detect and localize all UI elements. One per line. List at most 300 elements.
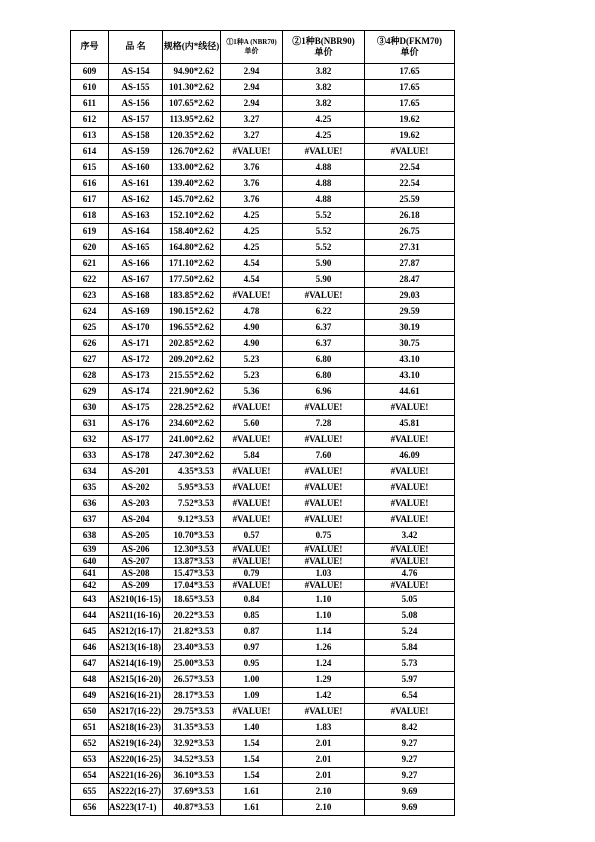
cell-price-b: 1.03 bbox=[283, 568, 365, 580]
cell-no: 620 bbox=[71, 240, 109, 256]
table-row bbox=[71, 688, 455, 704]
cell-price-a: #VALUE! bbox=[221, 512, 283, 528]
cell-name: AS-167 bbox=[109, 272, 163, 288]
cell-spec: 228.25*2.62 bbox=[163, 400, 221, 416]
cell-spec: 9.12*3.53 bbox=[163, 512, 221, 528]
cell-no: 639 bbox=[71, 544, 109, 556]
cell-spec: 7.52*3.53 bbox=[163, 496, 221, 512]
table-row bbox=[71, 160, 455, 176]
cell-no: 611 bbox=[71, 96, 109, 112]
cell-price-a: #VALUE! bbox=[221, 288, 283, 304]
header-price-b-sub: 单价 bbox=[314, 47, 333, 57]
cell-name: AS-175 bbox=[109, 400, 163, 416]
cell-name: AS222(16-27) bbox=[109, 784, 163, 800]
cell-no: 648 bbox=[71, 672, 109, 688]
cell-no: 650 bbox=[71, 704, 109, 720]
cell-price-a: #VALUE! bbox=[221, 544, 283, 556]
cell-price-b: 5.52 bbox=[283, 224, 365, 240]
cell-no: 622 bbox=[71, 272, 109, 288]
table-row bbox=[71, 128, 455, 144]
header-price-d bbox=[365, 31, 455, 64]
cell-spec: 126.70*2.62 bbox=[163, 144, 221, 160]
cell-name: AS-161 bbox=[109, 176, 163, 192]
cell-no: 626 bbox=[71, 336, 109, 352]
table-row bbox=[71, 400, 455, 416]
header-price-a-title: ①1种A (NBR70) bbox=[226, 38, 277, 47]
table-row bbox=[71, 352, 455, 368]
cell-price-b: 6.80 bbox=[283, 352, 365, 368]
cell-no: 651 bbox=[71, 720, 109, 736]
cell-spec: 202.85*2.62 bbox=[163, 336, 221, 352]
cell-price-b: 1.14 bbox=[283, 624, 365, 640]
table-row bbox=[71, 416, 455, 432]
cell-name: AS-156 bbox=[109, 96, 163, 112]
cell-spec: 241.00*2.62 bbox=[163, 432, 221, 448]
cell-price-b: 5.52 bbox=[283, 208, 365, 224]
table-row bbox=[71, 368, 455, 384]
cell-price-d: 19.62 bbox=[365, 112, 455, 128]
cell-price-b: 1.10 bbox=[283, 608, 365, 624]
cell-spec: 190.15*2.62 bbox=[163, 304, 221, 320]
cell-price-a: 3.27 bbox=[221, 128, 283, 144]
cell-price-a: 4.54 bbox=[221, 272, 283, 288]
cell-no: 655 bbox=[71, 784, 109, 800]
cell-spec: 25.00*3.53 bbox=[163, 656, 221, 672]
cell-price-d: #VALUE! bbox=[365, 480, 455, 496]
cell-price-a: 1.40 bbox=[221, 720, 283, 736]
cell-spec: 196.55*2.62 bbox=[163, 320, 221, 336]
table-row bbox=[71, 800, 455, 816]
cell-name: AS216(16-21) bbox=[109, 688, 163, 704]
header-price-b-title: ②1种B(NBR90) bbox=[292, 35, 355, 46]
cell-price-b: #VALUE! bbox=[283, 144, 365, 160]
cell-price-b: #VALUE! bbox=[283, 544, 365, 556]
cell-name: AS-177 bbox=[109, 432, 163, 448]
cell-spec: 107.65*2.62 bbox=[163, 96, 221, 112]
cell-name: AS-178 bbox=[109, 448, 163, 464]
table-row bbox=[71, 464, 455, 480]
cell-no: 646 bbox=[71, 640, 109, 656]
cell-price-a: 4.90 bbox=[221, 336, 283, 352]
cell-name: AS214(16-19) bbox=[109, 656, 163, 672]
table-row bbox=[71, 704, 455, 720]
cell-no: 628 bbox=[71, 368, 109, 384]
cell-price-a: 0.95 bbox=[221, 656, 283, 672]
cell-spec: 209.20*2.62 bbox=[163, 352, 221, 368]
cell-spec: 247.30*2.62 bbox=[163, 448, 221, 464]
cell-spec: 234.60*2.62 bbox=[163, 416, 221, 432]
table-row bbox=[71, 528, 455, 544]
cell-price-a: #VALUE! bbox=[221, 556, 283, 568]
table-row bbox=[71, 272, 455, 288]
table-row bbox=[71, 656, 455, 672]
cell-no: 615 bbox=[71, 160, 109, 176]
cell-name: AS-201 bbox=[109, 464, 163, 480]
cell-price-d: #VALUE! bbox=[365, 544, 455, 556]
cell-name: AS-202 bbox=[109, 480, 163, 496]
cell-name: AS211(16-16) bbox=[109, 608, 163, 624]
cell-name: AS-155 bbox=[109, 80, 163, 96]
cell-price-b: #VALUE! bbox=[283, 480, 365, 496]
cell-price-a: 0.79 bbox=[221, 568, 283, 580]
cell-spec: 113.95*2.62 bbox=[163, 112, 221, 128]
table-row bbox=[71, 768, 455, 784]
table-row bbox=[71, 736, 455, 752]
cell-price-a: #VALUE! bbox=[221, 580, 283, 592]
cell-price-d: 45.81 bbox=[365, 416, 455, 432]
cell-price-b: 7.60 bbox=[283, 448, 365, 464]
cell-price-a: 0.57 bbox=[221, 528, 283, 544]
cell-no: 636 bbox=[71, 496, 109, 512]
cell-price-a: 0.84 bbox=[221, 592, 283, 608]
cell-price-b: 1.24 bbox=[283, 656, 365, 672]
cell-no: 649 bbox=[71, 688, 109, 704]
cell-name: AS213(16-18) bbox=[109, 640, 163, 656]
cell-price-b: 3.82 bbox=[283, 80, 365, 96]
cell-name: AS-209 bbox=[109, 580, 163, 592]
cell-price-a: 4.90 bbox=[221, 320, 283, 336]
cell-no: 647 bbox=[71, 656, 109, 672]
cell-price-d: 9.27 bbox=[365, 736, 455, 752]
cell-price-b: 1.42 bbox=[283, 688, 365, 704]
cell-price-d: 28.47 bbox=[365, 272, 455, 288]
cell-price-d: 29.03 bbox=[365, 288, 455, 304]
cell-price-b: 6.96 bbox=[283, 384, 365, 400]
cell-price-d: 5.84 bbox=[365, 640, 455, 656]
cell-spec: 5.95*3.53 bbox=[163, 480, 221, 496]
cell-price-d: #VALUE! bbox=[365, 144, 455, 160]
cell-spec: 23.40*3.53 bbox=[163, 640, 221, 656]
cell-no: 652 bbox=[71, 736, 109, 752]
cell-no: 632 bbox=[71, 432, 109, 448]
cell-price-d: 5.97 bbox=[365, 672, 455, 688]
cell-no: 624 bbox=[71, 304, 109, 320]
cell-price-d: 9.27 bbox=[365, 752, 455, 768]
cell-spec: 21.82*3.53 bbox=[163, 624, 221, 640]
cell-price-d: 9.69 bbox=[365, 800, 455, 816]
cell-name: AS212(16-17) bbox=[109, 624, 163, 640]
cell-price-a: 2.94 bbox=[221, 80, 283, 96]
cell-price-b: 6.37 bbox=[283, 336, 365, 352]
cell-price-b: 1.83 bbox=[283, 720, 365, 736]
cell-price-b: #VALUE! bbox=[283, 464, 365, 480]
cell-spec: 215.55*2.62 bbox=[163, 368, 221, 384]
cell-price-d: 22.54 bbox=[365, 176, 455, 192]
cell-price-d: #VALUE! bbox=[365, 464, 455, 480]
cell-spec: 4.35*3.53 bbox=[163, 464, 221, 480]
table-row bbox=[71, 608, 455, 624]
cell-name: AS217(16-22) bbox=[109, 704, 163, 720]
cell-spec: 17.04*3.53 bbox=[163, 580, 221, 592]
cell-price-b: 4.88 bbox=[283, 192, 365, 208]
header-price-d-sub: 单价 bbox=[400, 47, 419, 57]
cell-price-d: 17.65 bbox=[365, 64, 455, 80]
cell-name: AS221(16-26) bbox=[109, 768, 163, 784]
cell-price-d: 5.05 bbox=[365, 592, 455, 608]
cell-price-b: 0.75 bbox=[283, 528, 365, 544]
table-row bbox=[71, 304, 455, 320]
cell-price-d: 22.54 bbox=[365, 160, 455, 176]
cell-price-a: 3.76 bbox=[221, 176, 283, 192]
cell-price-d: 43.10 bbox=[365, 352, 455, 368]
cell-price-a: 1.61 bbox=[221, 800, 283, 816]
cell-name: AS-207 bbox=[109, 556, 163, 568]
cell-price-d: 5.08 bbox=[365, 608, 455, 624]
cell-spec: 145.70*2.62 bbox=[163, 192, 221, 208]
cell-spec: 28.17*3.53 bbox=[163, 688, 221, 704]
cell-price-d: 6.54 bbox=[365, 688, 455, 704]
cell-price-b: 2.01 bbox=[283, 768, 365, 784]
cell-spec: 32.92*3.53 bbox=[163, 736, 221, 752]
header-price-d-title: ③4种D(FKM70) bbox=[377, 35, 442, 46]
table-row bbox=[71, 720, 455, 736]
cell-name: AS-166 bbox=[109, 256, 163, 272]
cell-spec: 139.40*2.62 bbox=[163, 176, 221, 192]
cell-spec: 40.87*3.53 bbox=[163, 800, 221, 816]
table-row bbox=[71, 240, 455, 256]
cell-name: AS-160 bbox=[109, 160, 163, 176]
cell-no: 618 bbox=[71, 208, 109, 224]
header-spec: 规格(内*线径) bbox=[163, 31, 221, 64]
cell-price-d: #VALUE! bbox=[365, 512, 455, 528]
cell-price-b: 4.25 bbox=[283, 128, 365, 144]
cell-spec: 10.70*3.53 bbox=[163, 528, 221, 544]
cell-no: 654 bbox=[71, 768, 109, 784]
cell-price-b: 4.25 bbox=[283, 112, 365, 128]
header-price-a-sub: 单价 bbox=[244, 47, 259, 55]
cell-price-b: 4.88 bbox=[283, 176, 365, 192]
cell-price-b: 2.10 bbox=[283, 800, 365, 816]
cell-price-b: 2.01 bbox=[283, 752, 365, 768]
cell-spec: 31.35*3.53 bbox=[163, 720, 221, 736]
table-row bbox=[71, 112, 455, 128]
cell-no: 644 bbox=[71, 608, 109, 624]
cell-name: AS-165 bbox=[109, 240, 163, 256]
cell-no: 609 bbox=[71, 64, 109, 80]
cell-name: AS-169 bbox=[109, 304, 163, 320]
cell-no: 635 bbox=[71, 480, 109, 496]
cell-price-a: 5.23 bbox=[221, 352, 283, 368]
cell-price-a: #VALUE! bbox=[221, 480, 283, 496]
cell-price-b: #VALUE! bbox=[283, 432, 365, 448]
table-row bbox=[71, 192, 455, 208]
cell-price-d: 17.65 bbox=[365, 80, 455, 96]
cell-price-d: 30.75 bbox=[365, 336, 455, 352]
cell-price-b: 6.22 bbox=[283, 304, 365, 320]
cell-no: 616 bbox=[71, 176, 109, 192]
cell-price-a: 1.00 bbox=[221, 672, 283, 688]
cell-name: AS-203 bbox=[109, 496, 163, 512]
cell-name: AS-157 bbox=[109, 112, 163, 128]
cell-spec: 120.35*2.62 bbox=[163, 128, 221, 144]
cell-no: 621 bbox=[71, 256, 109, 272]
cell-spec: 158.40*2.62 bbox=[163, 224, 221, 240]
cell-spec: 18.65*3.53 bbox=[163, 592, 221, 608]
table-row bbox=[71, 624, 455, 640]
cell-spec: 221.90*2.62 bbox=[163, 384, 221, 400]
cell-name: AS-173 bbox=[109, 368, 163, 384]
cell-name: AS-208 bbox=[109, 568, 163, 580]
cell-name: AS223(17-1) bbox=[109, 800, 163, 816]
cell-price-d: 9.69 bbox=[365, 784, 455, 800]
cell-no: 625 bbox=[71, 320, 109, 336]
cell-no: 629 bbox=[71, 384, 109, 400]
cell-spec: 20.22*3.53 bbox=[163, 608, 221, 624]
header-row bbox=[71, 31, 455, 64]
cell-price-b: #VALUE! bbox=[283, 512, 365, 528]
cell-no: 637 bbox=[71, 512, 109, 528]
cell-price-b: 6.80 bbox=[283, 368, 365, 384]
table-row bbox=[71, 568, 455, 580]
cell-spec: 164.80*2.62 bbox=[163, 240, 221, 256]
table-row bbox=[71, 512, 455, 528]
cell-name: AS-164 bbox=[109, 224, 163, 240]
cell-price-b: #VALUE! bbox=[283, 704, 365, 720]
cell-price-a: 4.25 bbox=[221, 208, 283, 224]
table-row bbox=[71, 784, 455, 800]
cell-price-d: 17.65 bbox=[365, 96, 455, 112]
header-price-b bbox=[283, 31, 365, 64]
cell-price-d: 46.09 bbox=[365, 448, 455, 464]
cell-price-a: #VALUE! bbox=[221, 144, 283, 160]
cell-no: 627 bbox=[71, 352, 109, 368]
table-row bbox=[71, 336, 455, 352]
cell-price-b: 2.10 bbox=[283, 784, 365, 800]
cell-no: 630 bbox=[71, 400, 109, 416]
cell-price-b: 7.28 bbox=[283, 416, 365, 432]
cell-price-b: 1.10 bbox=[283, 592, 365, 608]
cell-price-a: 4.25 bbox=[221, 240, 283, 256]
cell-price-a: 5.60 bbox=[221, 416, 283, 432]
cell-no: 610 bbox=[71, 80, 109, 96]
cell-no: 612 bbox=[71, 112, 109, 128]
cell-price-a: 5.23 bbox=[221, 368, 283, 384]
cell-no: 634 bbox=[71, 464, 109, 480]
cell-spec: 133.00*2.62 bbox=[163, 160, 221, 176]
cell-price-a: 3.76 bbox=[221, 192, 283, 208]
cell-spec: 12.30*3.53 bbox=[163, 544, 221, 556]
cell-price-d: 8.42 bbox=[365, 720, 455, 736]
cell-price-b: #VALUE! bbox=[283, 288, 365, 304]
cell-no: 631 bbox=[71, 416, 109, 432]
cell-price-d: 19.62 bbox=[365, 128, 455, 144]
cell-no: 633 bbox=[71, 448, 109, 464]
header-name: 品 名 bbox=[109, 31, 163, 64]
table-row bbox=[71, 384, 455, 400]
cell-price-a: #VALUE! bbox=[221, 400, 283, 416]
cell-name: AS-162 bbox=[109, 192, 163, 208]
table-row bbox=[71, 556, 455, 568]
cell-price-d: 9.27 bbox=[365, 768, 455, 784]
cell-price-d: 29.59 bbox=[365, 304, 455, 320]
cell-price-d: 26.75 bbox=[365, 224, 455, 240]
table-row bbox=[71, 176, 455, 192]
cell-price-d: 3.42 bbox=[365, 528, 455, 544]
table-row bbox=[71, 144, 455, 160]
cell-no: 623 bbox=[71, 288, 109, 304]
cell-price-a: 4.78 bbox=[221, 304, 283, 320]
cell-price-a: 1.61 bbox=[221, 784, 283, 800]
cell-price-d: 5.73 bbox=[365, 656, 455, 672]
cell-price-b: #VALUE! bbox=[283, 496, 365, 512]
table-row bbox=[71, 544, 455, 556]
table-row bbox=[71, 80, 455, 96]
cell-no: 641 bbox=[71, 568, 109, 580]
cell-spec: 29.75*3.53 bbox=[163, 704, 221, 720]
cell-name: AS-204 bbox=[109, 512, 163, 528]
cell-no: 645 bbox=[71, 624, 109, 640]
cell-price-a: 2.94 bbox=[221, 96, 283, 112]
cell-price-d: #VALUE! bbox=[365, 556, 455, 568]
table-body bbox=[71, 64, 455, 816]
cell-spec: 94.90*2.62 bbox=[163, 64, 221, 80]
cell-name: AS-205 bbox=[109, 528, 163, 544]
cell-price-d: #VALUE! bbox=[365, 432, 455, 448]
table-row bbox=[71, 320, 455, 336]
cell-price-d: 27.87 bbox=[365, 256, 455, 272]
cell-price-d: 27.31 bbox=[365, 240, 455, 256]
cell-price-b: 5.52 bbox=[283, 240, 365, 256]
cell-price-a: 3.27 bbox=[221, 112, 283, 128]
table-row bbox=[71, 64, 455, 80]
cell-no: 640 bbox=[71, 556, 109, 568]
cell-name: AS-158 bbox=[109, 128, 163, 144]
cell-price-b: 3.82 bbox=[283, 96, 365, 112]
header-price-a bbox=[221, 31, 283, 64]
table-row bbox=[71, 96, 455, 112]
cell-price-b: 5.90 bbox=[283, 256, 365, 272]
cell-price-a: 4.25 bbox=[221, 224, 283, 240]
cell-price-a: 0.97 bbox=[221, 640, 283, 656]
cell-price-b: #VALUE! bbox=[283, 580, 365, 592]
cell-no: 638 bbox=[71, 528, 109, 544]
cell-price-b: 1.29 bbox=[283, 672, 365, 688]
cell-price-b: 3.82 bbox=[283, 64, 365, 80]
cell-price-d: 44.61 bbox=[365, 384, 455, 400]
cell-price-b: #VALUE! bbox=[283, 556, 365, 568]
cell-price-d: #VALUE! bbox=[365, 496, 455, 512]
table-row bbox=[71, 224, 455, 240]
cell-price-b: 2.01 bbox=[283, 736, 365, 752]
cell-price-a: 2.94 bbox=[221, 64, 283, 80]
cell-no: 617 bbox=[71, 192, 109, 208]
table-row bbox=[71, 448, 455, 464]
cell-price-a: #VALUE! bbox=[221, 496, 283, 512]
cell-price-a: 1.54 bbox=[221, 752, 283, 768]
table-row bbox=[71, 672, 455, 688]
cell-name: AS219(16-24) bbox=[109, 736, 163, 752]
cell-price-a: 4.54 bbox=[221, 256, 283, 272]
cell-spec: 13.87*3.53 bbox=[163, 556, 221, 568]
cell-name: AS-170 bbox=[109, 320, 163, 336]
cell-no: 653 bbox=[71, 752, 109, 768]
cell-price-d: 5.24 bbox=[365, 624, 455, 640]
cell-spec: 26.57*3.53 bbox=[163, 672, 221, 688]
table-row bbox=[71, 480, 455, 496]
table-row bbox=[71, 640, 455, 656]
table-row bbox=[71, 592, 455, 608]
cell-price-d: #VALUE! bbox=[365, 400, 455, 416]
cell-name: AS-159 bbox=[109, 144, 163, 160]
cell-spec: 101.30*2.62 bbox=[163, 80, 221, 96]
cell-price-a: #VALUE! bbox=[221, 432, 283, 448]
cell-name: AS-174 bbox=[109, 384, 163, 400]
cell-price-b: 4.88 bbox=[283, 160, 365, 176]
table-row bbox=[71, 432, 455, 448]
table-row bbox=[71, 496, 455, 512]
cell-price-a: 5.84 bbox=[221, 448, 283, 464]
cell-no: 619 bbox=[71, 224, 109, 240]
